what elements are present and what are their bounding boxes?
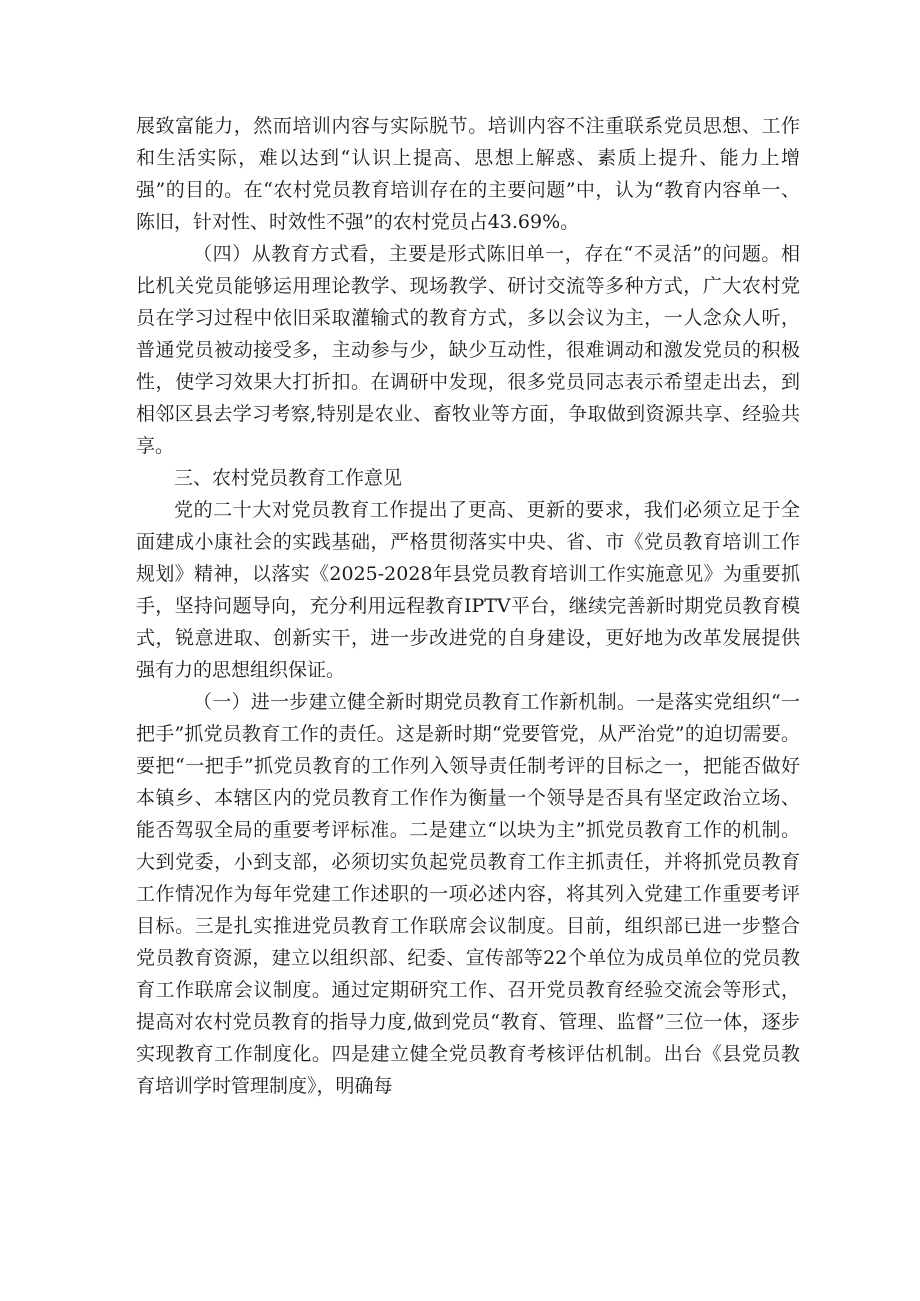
section-heading-three: 三、农村党员教育工作意见 — [174, 467, 403, 489]
paragraph-continuation: 展致富能力，然而培训内容与实际脱节。培训内容不注重联系党员思想、工作和生活实际，难以达到“认识上提高、思想上解惑、素质上提升、能力上增强”的目的。在“农村党员教育培训存在的主要问题”中，认为“教育内容单一、陈旧，针对性、时效性不强”的农村党员占43.69%。 — [136, 115, 800, 233]
paragraph-section-three-intro: 党的二十大对党员教育工作提出了更高、更新的要求，我们必须立足于全面建成小康社会的实践基础，严格贯彻落实中央、省、市《党员教育培训工作规划》精神，以落实《2025-2028年县党员教育培训工作实施意见》为重要抓手，坚持问题导向，充分利用远程教育IPTV平台，继续完善新时期党员教育模式，锐意进取、创新实干，进一步改进党的自身建设，更好地为改革发展提供强有力的思想组织保证。 — [136, 499, 800, 681]
paragraph-subsection-one: （一）进一步建立健全新时期党员教育工作新机制。一是落实党组织“一把手”抓党员教育工作的责任。这是新时期“党要管党，从严治党”的迫切需要。要把“一把手”抓党员教育的工作列入领导责任制考评的目标之一，把能否做好本镇乡、本辖区内的党员教育工作作为衡量一个领导是否具有坚定政治立场、能否驾驭全局的重要考评标准。二是建立“以块为主”抓党员教育工作的机制。大到党委，小到支部，必须切实负起党员教育工作主抓责任，并将抓党员教育工作情况作为每年党建工作述职的一项必述内容，将其列入党建工作重要考评目标。三是扎实推进党员教育工作联席会议制度。目前，组织部已进一步整合党员教育资源，建立以组织部、纪委、宣传部等22个单位为成员单位的党员教育工作联席会议制度。通过定期研究工作、召开党员教育经验交流会等形式，提高对农村党员教育的指导力度,做到党员“教育、管理、监督”三位一体，逐步实现教育工作制度化。四是建立健全党员教育考核评估机制。出台《县党员教育培训学时管理制度》，明确每 — [136, 691, 800, 1097]
paragraph-section-four: （四）从教育方式看，主要是形式陈旧单一，存在“不灵活”的问题。相比机关党员能够运用理论教学、现场教学、研讨交流等多种方式，广大农村党员在学习过程中依旧采取灌输式的教育方式，多以会议为主，一人念众人听，普通党员被动接受多，主动参与少，缺少互动性，很难调动和激发党员的积极性，使学习效果大打折扣。在调研中发现，很多党员同志表示希望走出去，到相邻区县去学习考察,特别是农业、畜牧业等方面，争取做到资源共享、经验共享。 — [136, 243, 800, 457]
